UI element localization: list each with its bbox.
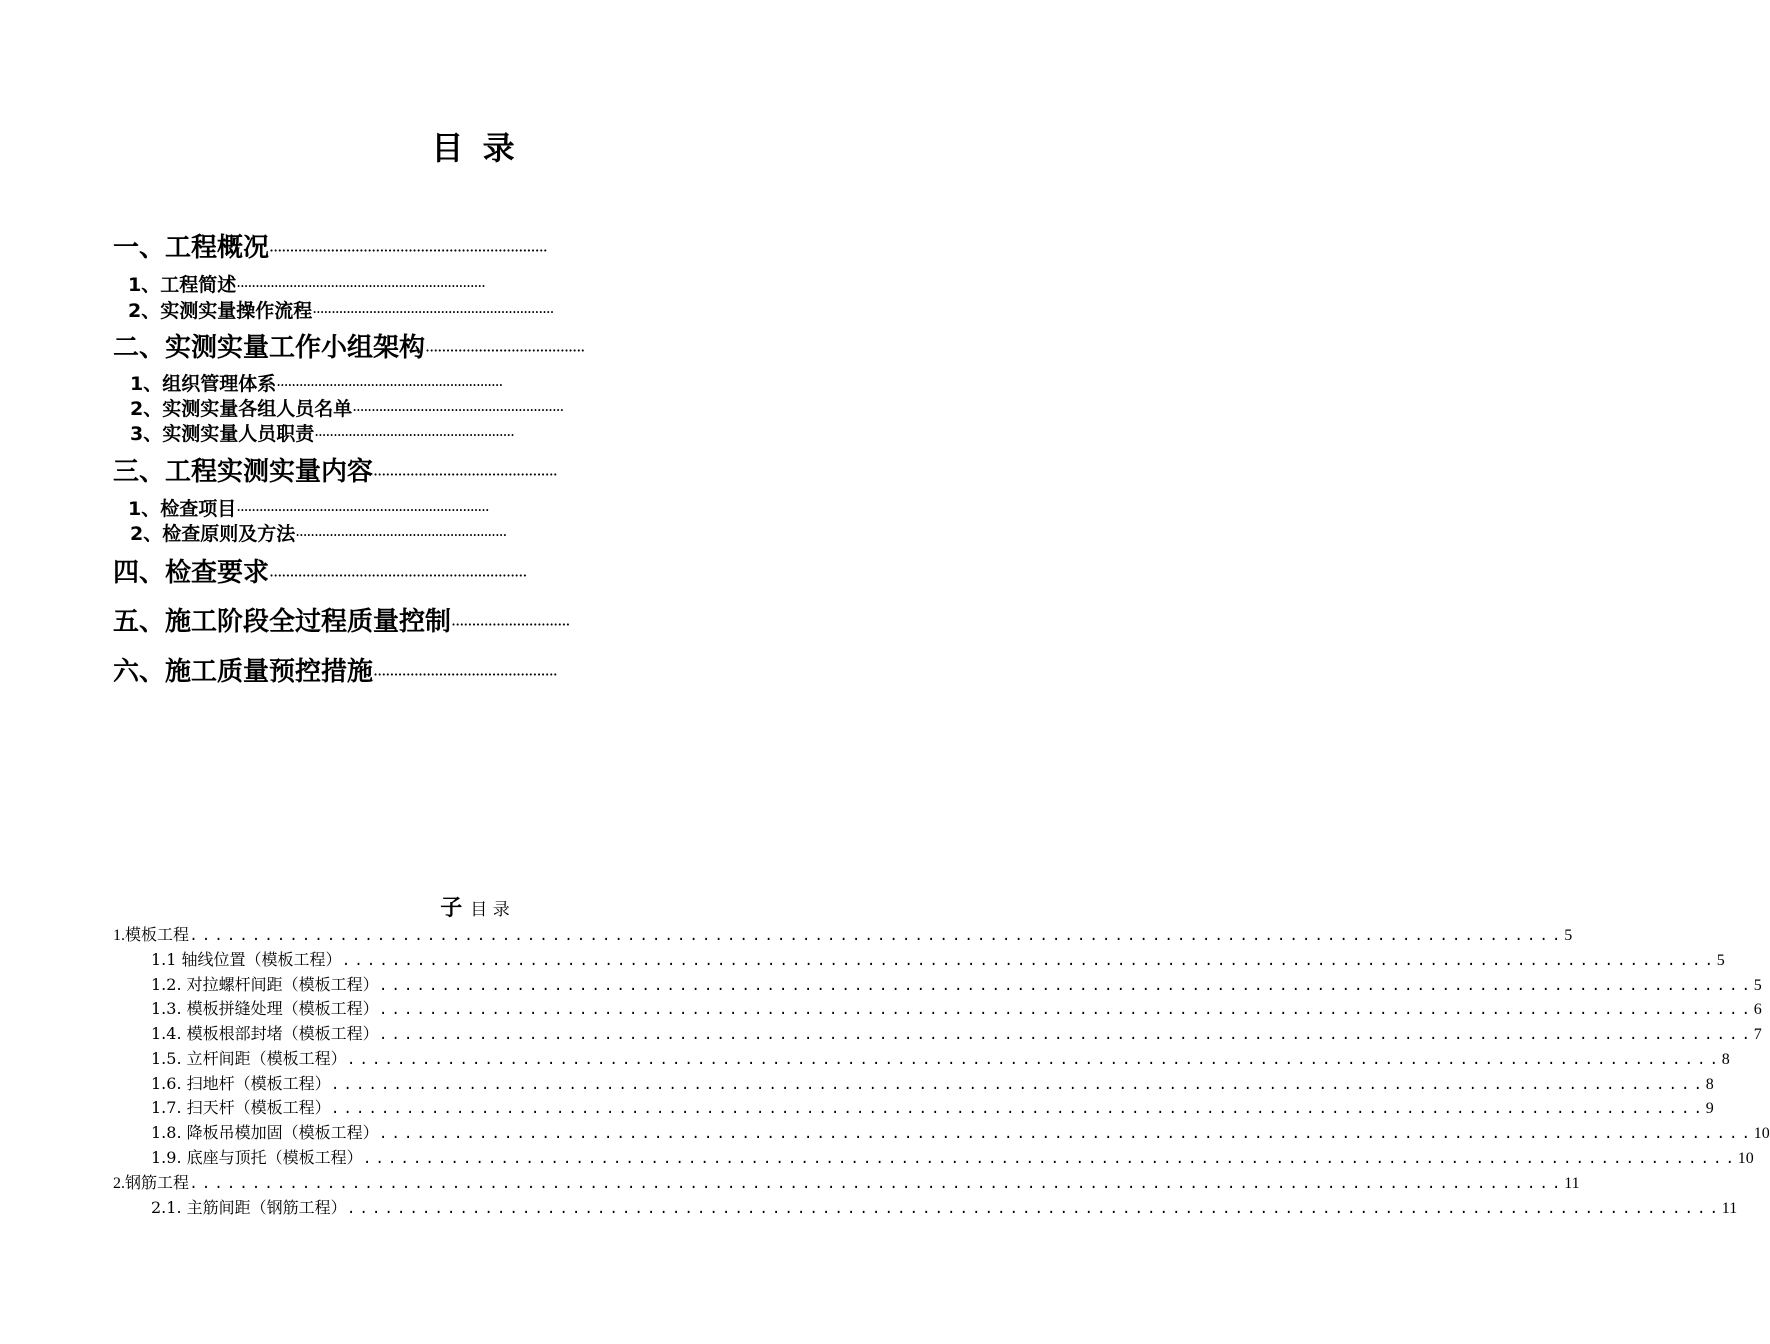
sub-toc-number: 2. bbox=[113, 1175, 125, 1192]
toc-section-6[interactable] bbox=[113, 656, 557, 691]
sub-toc-leader-dots: .............................................................................................................. bbox=[189, 1176, 1565, 1193]
sub-toc-leader-dots: .............................................................................................................. bbox=[378, 1126, 1754, 1143]
sub-toc-item[interactable] bbox=[151, 974, 1762, 996]
sub-toc-item[interactable] bbox=[151, 1147, 1754, 1169]
toc-subsection-1-2[interactable] bbox=[128, 299, 553, 324]
sub-toc-text: 模板工程 bbox=[125, 925, 190, 944]
sub-toc-page-number: 10 bbox=[1753, 1125, 1770, 1142]
toc-subsection-2-2[interactable] bbox=[130, 397, 563, 422]
toc-section-1[interactable] bbox=[113, 232, 547, 267]
sub-toc-text: 1.3. 模板拼缝处理（模板工程） bbox=[151, 999, 379, 1018]
sub-toc-text: 1.1 轴线位置（模板工程） bbox=[151, 950, 342, 969]
toc-section-label: 一、工程概况 bbox=[113, 233, 270, 263]
sub-toc-page-number: 8 bbox=[1721, 1051, 1730, 1068]
toc-section-label: 二、实测实量工作小组架构 bbox=[113, 333, 426, 363]
sub-toc-text: 1.4. 模板根部封堵（模板工程） bbox=[151, 1024, 379, 1043]
toc-leader-dots: ······································· bbox=[425, 341, 585, 360]
toc-section-4[interactable] bbox=[113, 557, 526, 592]
toc-section-5[interactable] bbox=[113, 606, 570, 641]
sub-toc-item[interactable] bbox=[151, 949, 1725, 971]
sub-toc-text: 1.8. 降板吊模加固（模板工程） bbox=[151, 1123, 379, 1142]
sub-toc-page-number: 5 bbox=[1564, 927, 1573, 944]
sub-toc-item[interactable] bbox=[151, 1197, 1738, 1219]
toc-leader-dots: ····························· bbox=[451, 615, 570, 634]
toc-section-label: 五、施工阶段全过程质量控制 bbox=[113, 607, 452, 637]
sub-toc-text: 钢筋工程 bbox=[125, 1173, 190, 1192]
toc-subsection-3-2[interactable] bbox=[130, 522, 506, 547]
toc-section-3[interactable] bbox=[113, 456, 557, 491]
sub-toc-text: 1.2. 对拉螺杆间距（模板工程） bbox=[151, 975, 379, 994]
toc-leader-dots: ···························································· bbox=[276, 376, 503, 394]
sub-toc-text: 1.6. 扫地杆（模板工程） bbox=[151, 1074, 331, 1093]
sub-toc-title bbox=[0, 896, 950, 922]
sub-toc-number: 1. bbox=[113, 927, 125, 944]
sub-toc-leader-dots: .............................................................................................................. bbox=[341, 953, 1717, 970]
toc-subsection-label: 1、工程简述 bbox=[128, 274, 237, 296]
toc-leader-dots: ······························································· bbox=[269, 566, 527, 585]
toc-subsection-label: 2、实测实量各组人员名单 bbox=[130, 398, 353, 420]
toc-subsection-1-1[interactable] bbox=[128, 273, 485, 298]
sub-toc-text: 1.5. 立杆间距（模板工程） bbox=[151, 1049, 347, 1068]
toc-leader-dots: ············································· bbox=[373, 465, 557, 484]
sub-toc-text: 1.7. 扫天杆（模板工程） bbox=[151, 1098, 331, 1117]
toc-leader-dots: ············································· bbox=[373, 665, 557, 684]
sub-toc-leader-dots: .............................................................................................................. bbox=[362, 1151, 1738, 1168]
toc-section-label: 三、工程实测实量内容 bbox=[113, 457, 374, 487]
sub-toc-leader-dots: .............................................................................................................. bbox=[189, 928, 1565, 945]
sub-toc-text: 2.1. 主筋间距（钢筋工程） bbox=[151, 1198, 347, 1217]
sub-toc-title-prefix: 子 bbox=[440, 895, 463, 921]
sub-toc-leader-dots: .............................................................................................................. bbox=[330, 1077, 1706, 1094]
sub-toc-page-number: 11 bbox=[1721, 1200, 1738, 1217]
sub-toc-page-number: 6 bbox=[1753, 1001, 1762, 1018]
toc-subsection-label: 3、实测实量人员职责 bbox=[130, 423, 315, 445]
toc-section-2[interactable] bbox=[113, 332, 584, 367]
toc-subsection-label: 1、检查项目 bbox=[128, 498, 237, 520]
toc-section-label: 四、检查要求 bbox=[113, 558, 270, 588]
sub-toc-page-number: 9 bbox=[1705, 1100, 1714, 1117]
sub-toc-item[interactable] bbox=[151, 1073, 1714, 1095]
sub-toc-text: 1.9. 底座与顶托（模板工程） bbox=[151, 1148, 363, 1167]
toc-section-label: 六、施工质量预控措施 bbox=[113, 657, 374, 687]
toc-subsection-2-3[interactable] bbox=[130, 422, 514, 447]
sub-toc-leader-dots: .............................................................................................................. bbox=[346, 1201, 1722, 1218]
sub-toc-page-number: 11 bbox=[1564, 1175, 1580, 1192]
sub-toc-item[interactable] bbox=[151, 1122, 1770, 1144]
sub-toc-page-number: 5 bbox=[1716, 952, 1725, 969]
toc-leader-dots: ··································································· bbox=[236, 501, 489, 519]
sub-toc-leader-dots: .............................................................................................................. bbox=[378, 1027, 1754, 1044]
sub-toc-page-number: 7 bbox=[1753, 1026, 1762, 1043]
sub-toc-item[interactable] bbox=[151, 1023, 1762, 1045]
toc-leader-dots: ························································ bbox=[295, 526, 507, 544]
toc-subsection-3-1[interactable] bbox=[128, 497, 489, 522]
sub-toc-item[interactable] bbox=[151, 998, 1762, 1020]
sub-toc-leader-dots: .............................................................................................................. bbox=[378, 1002, 1754, 1019]
toc-leader-dots: ·································································· bbox=[236, 277, 485, 295]
sub-toc-leader-dots: .............................................................................................................. bbox=[378, 978, 1754, 995]
toc-subsection-2-1[interactable] bbox=[130, 372, 502, 397]
sub-toc-page-number: 10 bbox=[1737, 1150, 1754, 1167]
sub-toc-page-number: 5 bbox=[1753, 977, 1762, 994]
sub-toc-item[interactable] bbox=[113, 1172, 1580, 1194]
toc-subsection-label: 2、检查原则及方法 bbox=[130, 523, 296, 545]
sub-toc-leader-dots: .............................................................................................................. bbox=[346, 1052, 1722, 1069]
sub-toc-title-rest: 目 录 bbox=[470, 900, 510, 920]
toc-subsection-label: 1、组织管理体系 bbox=[130, 373, 277, 395]
page-title: 目 录 bbox=[431, 129, 519, 167]
sub-toc-leader-dots: .............................................................................................................. bbox=[330, 1101, 1706, 1118]
toc-leader-dots: ································································ bbox=[312, 303, 554, 321]
toc-subsection-label: 2、实测实量操作流程 bbox=[128, 300, 313, 322]
toc-leader-dots: ························································ bbox=[352, 401, 564, 419]
sub-toc-item[interactable] bbox=[151, 1097, 1714, 1119]
toc-leader-dots: ···································································· bbox=[269, 241, 547, 260]
sub-toc-item[interactable] bbox=[151, 1048, 1730, 1070]
sub-toc-item[interactable] bbox=[113, 924, 1573, 946]
toc-leader-dots: ····················································· bbox=[314, 426, 514, 444]
sub-toc-page-number: 8 bbox=[1705, 1076, 1714, 1093]
